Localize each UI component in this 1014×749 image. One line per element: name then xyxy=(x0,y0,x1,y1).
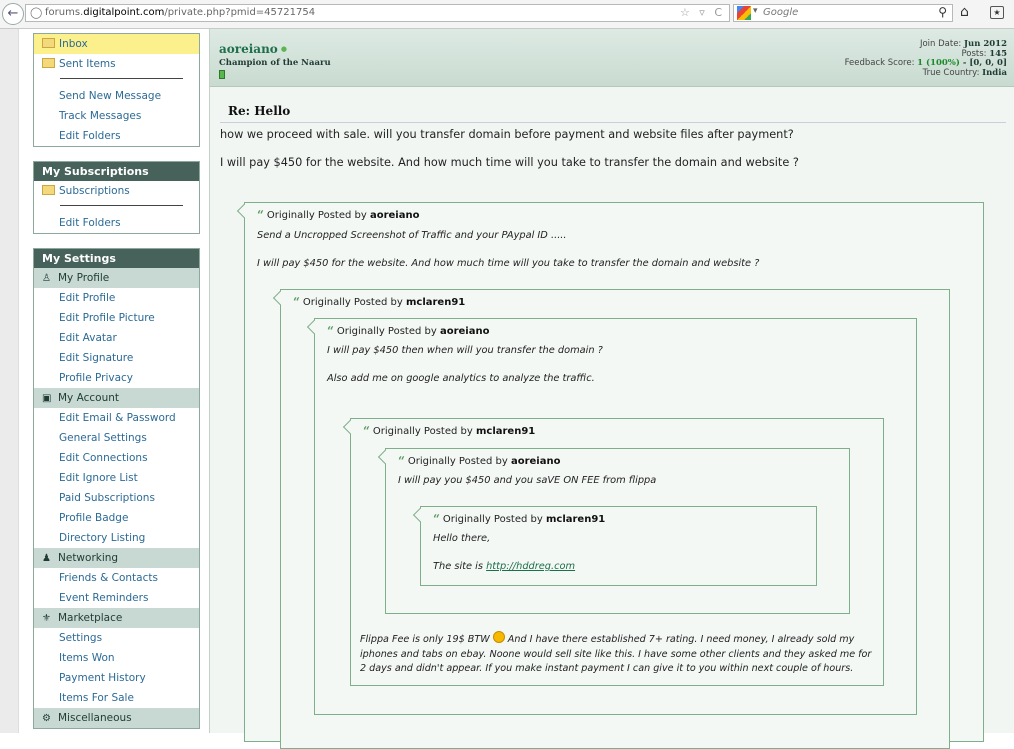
quote-pointer xyxy=(307,320,321,334)
quote-pointer xyxy=(343,420,357,434)
sidebar-item-edit-profile-picture[interactable]: Edit Profile Picture xyxy=(59,312,155,324)
category-my-account: ▣ My Account xyxy=(34,388,199,408)
chevron-down-icon[interactable]: ▾ xyxy=(753,6,758,16)
quote-header: “ Originally Posted by mclaren91 xyxy=(293,295,466,309)
browser-toolbar xyxy=(0,0,1014,29)
join-date: Jun 2012 xyxy=(964,39,1007,49)
quote-paragraph: Flippa Fee is only 19$ BTW And I have there established 7+ rating. I need money, I already sold my iphones and tabs on ebay. Noone would sell site like this. I have some other clients and they asked me for 2 days and didn't appear. If you make instant payment I can give it to you within next couple of hours. xyxy=(360,631,875,677)
google-icon xyxy=(737,6,751,20)
category-miscellaneous: ⚙ Miscellaneous xyxy=(34,708,199,728)
username-link[interactable]: aoreiano ● xyxy=(219,42,287,56)
sidebar-item-paid-subscriptions[interactable]: Paid Subscriptions xyxy=(59,492,155,504)
country: India xyxy=(982,67,1007,78)
home-icon[interactable]: ⌂ xyxy=(960,4,969,20)
search-placeholder: Google xyxy=(763,7,799,18)
sidebar-item-edit-avatar[interactable]: Edit Avatar xyxy=(59,332,117,344)
misc-icon: ⚙ xyxy=(42,713,51,724)
lock-icon: ▣ xyxy=(42,393,52,404)
sidebar-item-edit-folders[interactable]: Edit Folders xyxy=(59,217,121,229)
sidebar-item-label: Subscriptions xyxy=(59,185,130,197)
post-title: Re: Hello xyxy=(228,104,291,118)
sidebar-item-settings[interactable]: Settings xyxy=(59,632,103,644)
user-title: Champion of the Naaru xyxy=(219,58,331,68)
folder-icon xyxy=(42,58,55,68)
quote-pointer xyxy=(237,204,251,218)
address-bar[interactable] xyxy=(25,4,730,22)
quote-author[interactable]: aoreiano xyxy=(510,456,561,467)
sidebar-item-edit-folders[interactable]: Edit Folders xyxy=(59,130,121,142)
settings-box xyxy=(33,248,200,729)
people-icon: ♟ xyxy=(42,553,51,564)
search-box[interactable] xyxy=(733,4,953,22)
quote-icon: “ xyxy=(257,208,264,222)
quote-box xyxy=(420,506,817,586)
sidebar-item-profile-privacy[interactable]: Profile Privacy xyxy=(59,372,134,384)
post-header xyxy=(210,29,1014,87)
quote-text: I will pay you $450 and you saVE ON FEE from flippa xyxy=(398,475,657,486)
quote-author[interactable]: mclaren91 xyxy=(545,514,606,525)
quote-text: The site is http://hddreg.com xyxy=(433,561,576,572)
sidebar-item-profile-badge[interactable]: Profile Badge xyxy=(59,512,129,524)
sidebar-item-directory-listing[interactable]: Directory Listing xyxy=(59,532,146,544)
sidebar-item-send-new-message[interactable]: Send New Message xyxy=(59,90,162,102)
quote-author[interactable]: mclaren91 xyxy=(475,426,536,437)
category-marketplace: ⚜ Marketplace xyxy=(34,608,199,628)
sidebar-item-general-settings[interactable]: General Settings xyxy=(59,432,147,444)
sidebar-item-edit-signature[interactable]: Edit Signature xyxy=(59,352,134,364)
online-status-icon: ● xyxy=(280,44,287,53)
post-count: 145 xyxy=(989,48,1007,59)
quote-header: “ Originally Posted by aoreiano xyxy=(327,324,490,338)
quote-header: “ Originally Posted by mclaren91 xyxy=(363,424,536,438)
quote-pointer xyxy=(413,508,427,522)
quote-icon: “ xyxy=(363,424,370,438)
reputation-bar xyxy=(219,70,225,79)
sidebar-item-edit-email-password[interactable]: Edit Email & Password xyxy=(59,412,176,424)
quote-pointer xyxy=(378,450,392,464)
back-arrow-icon[interactable]: ← xyxy=(2,3,24,25)
quote-icon: “ xyxy=(327,324,334,338)
sidebar-item-edit-ignore-list[interactable]: Edit Ignore List xyxy=(59,472,138,484)
marketplace-icon: ⚜ xyxy=(42,613,51,624)
user-icon: ♙ xyxy=(42,273,51,284)
message-panel xyxy=(209,29,1014,733)
sidebar xyxy=(33,33,200,729)
sidebar-item-subscriptions[interactable] xyxy=(34,181,199,201)
divider xyxy=(220,122,1006,123)
sidebar-item-payment-history[interactable]: Payment History xyxy=(59,672,146,684)
quote-box xyxy=(244,202,984,742)
subscriptions-heading: My Subscriptions xyxy=(34,162,199,181)
post-line-2: I will pay $450 for the website. And how much time will you take to transfer the domain and website ? xyxy=(220,156,799,169)
quote-text: Send a Uncropped Screenshot of Traffic and your PAypal ID ..... xyxy=(257,230,567,241)
category-networking: ♟ Networking xyxy=(34,548,199,568)
quote-text: I will pay $450 for the website. And how much time will you take to transfer the domain and website ? xyxy=(257,258,760,269)
category-my-profile: ♙ My Profile xyxy=(34,268,199,288)
sidebar-item-items-won[interactable]: Items Won xyxy=(59,652,115,664)
sidebar-item-track-messages[interactable]: Track Messages xyxy=(59,110,142,122)
sidebar-item-label: Inbox xyxy=(59,38,88,50)
quote-author[interactable]: aoreiano xyxy=(369,210,420,221)
quote-box xyxy=(314,318,917,715)
sidebar-item-edit-profile[interactable]: Edit Profile xyxy=(59,292,116,304)
quote-icon: “ xyxy=(398,454,405,468)
quote-box xyxy=(280,289,950,749)
quote-text: Also add me on google analytics to analyze the traffic. xyxy=(327,373,595,384)
smiley-icon xyxy=(493,631,505,643)
site-link[interactable]: http://hddreg.com xyxy=(486,561,576,572)
quote-author[interactable]: mclaren91 xyxy=(405,297,466,308)
page-left-margin xyxy=(0,29,19,733)
divider xyxy=(60,78,183,79)
folders-box xyxy=(33,33,200,147)
quote-icon: “ xyxy=(433,512,440,526)
settings-heading: My Settings xyxy=(34,249,199,268)
globe-icon: ◯ xyxy=(30,6,43,19)
sidebar-item-event-reminders[interactable]: Event Reminders xyxy=(59,592,149,604)
sidebar-item-label: Sent Items xyxy=(59,58,116,70)
quote-author[interactable]: aoreiano xyxy=(439,326,490,337)
quote-header: “ Originally Posted by mclaren91 xyxy=(433,512,606,526)
divider xyxy=(60,205,183,206)
quote-header: “ Originally Posted by aoreiano xyxy=(398,454,561,468)
sidebar-item-edit-connections[interactable]: Edit Connections xyxy=(59,452,148,464)
bookmark-icon[interactable]: ★ xyxy=(990,6,1004,19)
sidebar-item-inbox[interactable] xyxy=(34,34,199,54)
star-reload-icons[interactable]: ☆ ▿ C xyxy=(679,6,725,19)
folder-icon xyxy=(42,185,55,195)
search-icon[interactable]: ⚲ xyxy=(938,5,947,19)
quote-box xyxy=(350,418,884,686)
sidebar-item-sent-items[interactable] xyxy=(34,54,199,74)
url-text: forums.digitalpoint.com/private.php?pmid=45721754 xyxy=(45,7,316,18)
quote-icon: “ xyxy=(293,295,300,309)
post-line-1: how we proceed with sale. will you transfer domain before payment and website files after payment? xyxy=(220,128,794,141)
quote-header: “ Originally Posted by aoreiano xyxy=(257,208,420,222)
user-info: Join Date: Jun 2012 Posts: 145 Feedback Score: 1 (100%) - [0, 0, 0] True Country: India xyxy=(844,39,1007,78)
quote-text: I will pay $450 then when will you transfer the domain ? xyxy=(327,345,603,356)
folder-icon xyxy=(42,38,55,48)
sidebar-item-items-for-sale[interactable]: Items For Sale xyxy=(59,692,134,704)
sidebar-item-friends-contacts[interactable]: Friends & Contacts xyxy=(59,572,158,584)
feedback-score[interactable]: 1 (100%) xyxy=(917,58,960,68)
subscriptions-box xyxy=(33,161,200,234)
quote-text: Hello there, xyxy=(433,533,491,544)
quote-box xyxy=(385,448,850,614)
quote-pointer xyxy=(273,291,287,305)
